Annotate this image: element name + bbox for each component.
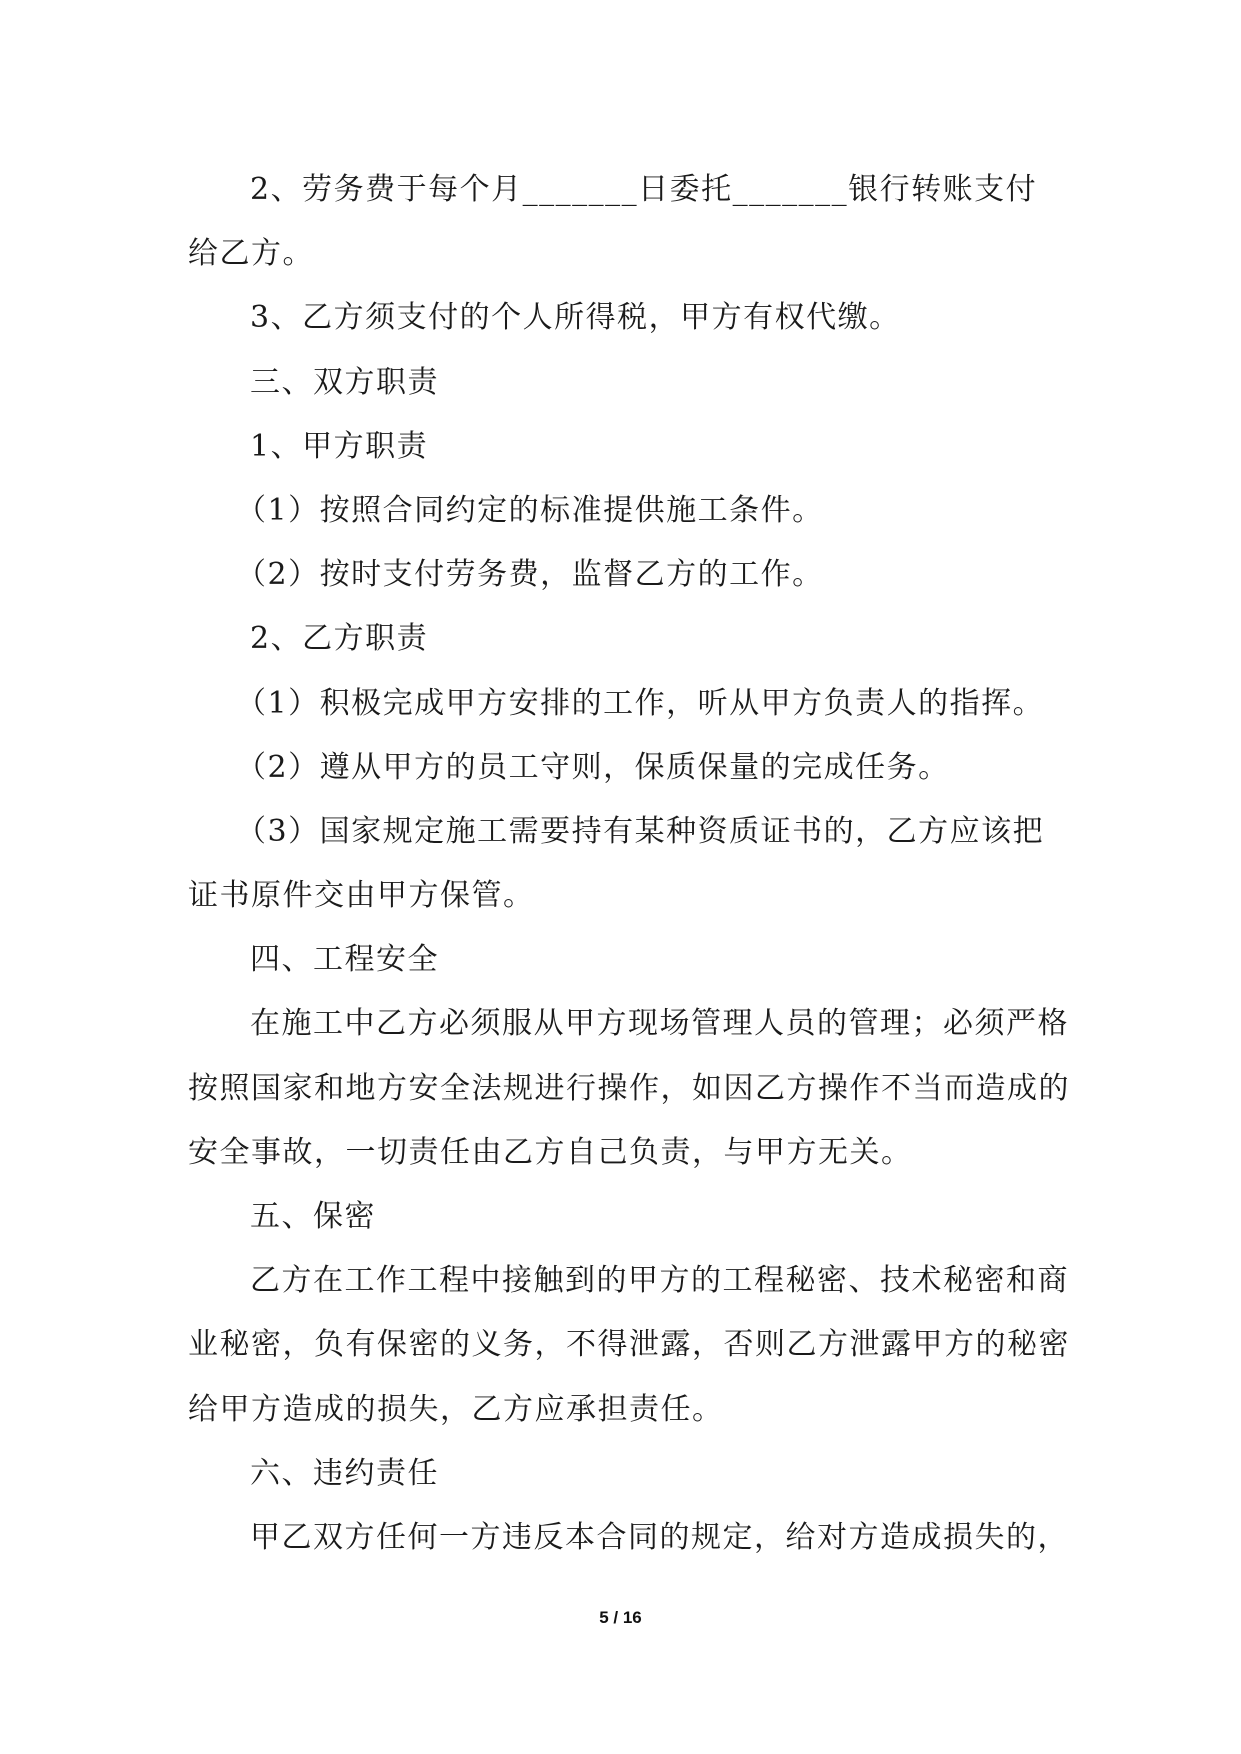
list-item: （1）积极完成甲方安排的工作，听从甲方负责人的指挥。 [236,685,1045,721]
paragraph-line: 在施工中乙方必须服从甲方现场管理人员的管理；必须严格 [250,1006,1069,1042]
page-number: 5 / 16 [599,1608,642,1627]
paragraph-line: 给乙方。 [188,236,314,272]
paragraph-line: 乙方在工作工程中接触到的甲方的工程秘密、技术秘密和商 [250,1263,1069,1299]
paragraph-line: 3、乙方须支付的个人所得税，甲方有权代缴。 [250,300,901,336]
subsection-heading: 1、甲方职责 [250,428,429,464]
paragraph-line: 2、劳务费于每个月_______日委托_______银行转账支付 [250,172,1038,207]
paragraph-line: 给甲方造成的损失，乙方应承担责任。 [188,1391,724,1427]
document-body [188,158,1070,1570]
paragraph-line: 按照国家和地方安全法规进行操作，如因乙方操作不当而造成的 [188,1070,1070,1106]
section-heading: 四、工程安全 [250,942,439,978]
list-item: （2）按时支付劳务费，监督乙方的工作。 [236,557,824,593]
paragraph-line: 安全事故，一切责任由乙方自己负责，与甲方无关。 [188,1134,913,1170]
paragraph-line: 业秘密，负有保密的义务，不得泄露，否则乙方泄露甲方的秘密 [188,1327,1070,1363]
section-heading: 三、双方职责 [250,364,439,400]
paragraph-line: 甲乙双方任何一方违反本合同的规定，给对方造成损失的， [250,1519,1069,1555]
list-item: （3）国家规定施工需要持有某种资质证书的，乙方应该把 [236,813,1045,849]
list-item: （1）按照合同约定的标准提供施工条件。 [236,492,824,528]
subsection-heading: 2、乙方职责 [250,621,429,657]
section-heading: 五、保密 [250,1199,376,1234]
list-item: （2）遵从甲方的员工守则，保质保量的完成任务。 [236,749,950,785]
section-heading: 六、违约责任 [250,1455,439,1491]
paragraph-line: 证书原件交由甲方保管。 [188,878,535,914]
